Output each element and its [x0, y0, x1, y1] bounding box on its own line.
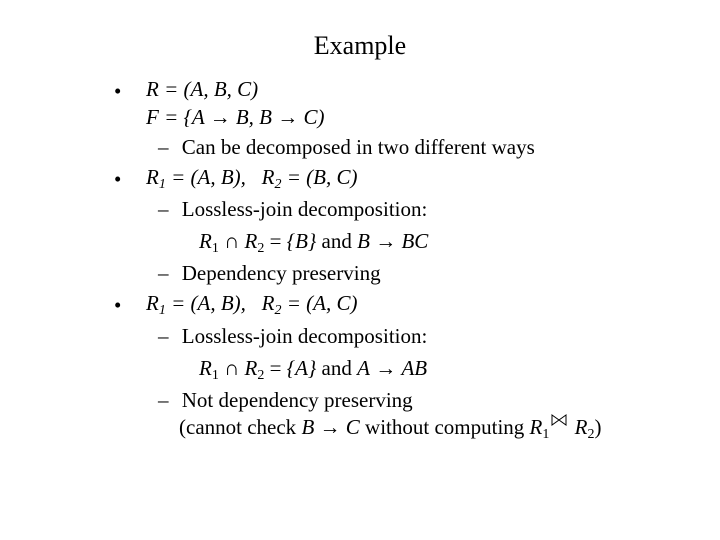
r1-subscript: 1 — [158, 303, 166, 318]
bullet-marker: • — [114, 293, 122, 317]
sub-item-text: Can be decomposed in two different ways — [181, 135, 535, 159]
r2-symbol: R — [569, 415, 588, 439]
r2-symbol: R — [261, 165, 275, 189]
r1-symbol: R — [146, 291, 159, 315]
r2-subscript: 2 — [587, 427, 595, 442]
note-prefix: (cannot check — [179, 415, 302, 439]
dash-marker: – — [158, 261, 169, 285]
and-word: and — [316, 356, 358, 380]
r1-symbol: R — [199, 356, 212, 380]
equals-sign: = — [264, 356, 287, 380]
note-line — [179, 414, 601, 440]
natural-join-icon — [551, 414, 567, 426]
sub-item-text: Lossless-join decomposition: — [181, 324, 428, 348]
arrow-symbol: → — [369, 356, 402, 380]
note-fd: B → C — [301, 415, 360, 439]
intersection-operator: ∩ — [218, 229, 245, 253]
r1-symbol: R — [199, 229, 212, 253]
r2-symbol: R — [244, 356, 258, 380]
arrow-symbol: → — [369, 229, 402, 253]
r2-definition: = (B, C) — [281, 165, 358, 189]
r2-subscript: 2 — [257, 368, 265, 383]
r2-symbol: R — [261, 291, 275, 315]
intersection-result: {B} — [286, 229, 317, 253]
sub-item — [158, 323, 427, 349]
intersection-line — [199, 228, 428, 254]
dash-marker: – — [158, 197, 169, 221]
sub-item — [158, 387, 413, 413]
r2-subscript: 2 — [274, 177, 282, 192]
r2-definition: = (A, C) — [281, 291, 358, 315]
fd-rhs: AB — [401, 356, 428, 380]
fd-lhs: A — [357, 356, 370, 380]
sub-item-text: Dependency preserving — [181, 261, 381, 285]
slide-title: Example — [313, 31, 407, 60]
r1-subscript: 1 — [211, 368, 219, 383]
r1-subscript: 1 — [158, 177, 166, 192]
r1-definition: = (A, B), — [165, 165, 262, 189]
decomposition-line — [146, 164, 357, 190]
bullet-marker: • — [114, 167, 122, 191]
r2-symbol: R — [244, 229, 258, 253]
sub-item — [158, 260, 381, 286]
intersection-operator: ∩ — [218, 356, 245, 380]
note-end: ) — [594, 415, 602, 439]
r2-subscript: 2 — [274, 303, 282, 318]
and-word: and — [316, 229, 358, 253]
intersection-result: {A} — [286, 356, 317, 380]
equals-sign: = — [264, 229, 287, 253]
r1-subscript: 1 — [542, 427, 550, 442]
functional-dependencies-line: F = {A → B, B → C) — [146, 105, 325, 129]
r1-definition: = (A, B), — [165, 291, 262, 315]
r2-subscript: 2 — [257, 241, 265, 256]
sub-item — [158, 134, 535, 160]
fd-lhs: B — [357, 229, 370, 253]
dash-marker: – — [158, 135, 169, 159]
sub-item-text: Not dependency preserving — [181, 388, 413, 412]
bullet-marker: • — [114, 79, 122, 103]
dash-marker: – — [158, 324, 169, 348]
relation-schema-line: R = (A, B, C) — [146, 77, 259, 101]
intersection-line — [199, 355, 427, 381]
dash-marker: – — [158, 388, 169, 412]
sub-item-text: Lossless-join decomposition: — [181, 197, 428, 221]
r1-subscript: 1 — [211, 241, 219, 256]
r1-symbol: R — [529, 415, 543, 439]
r1-symbol: R — [146, 165, 159, 189]
sub-item — [158, 196, 427, 222]
note-mid: without computing — [359, 415, 530, 439]
decomposition-line — [146, 290, 357, 316]
fd-rhs: BC — [401, 229, 429, 253]
